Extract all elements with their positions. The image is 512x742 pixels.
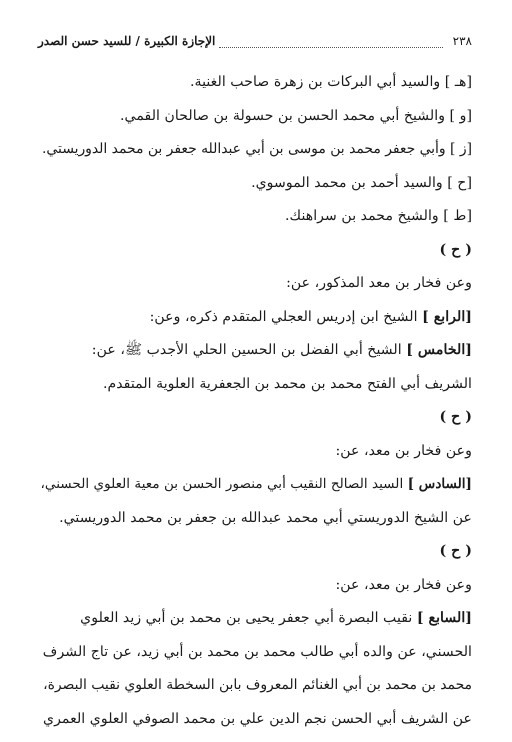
- section-marker-line: [38, 234, 472, 268]
- page-header: [38, 30, 472, 52]
- line-text: وعن فخار بن معد، عن:: [335, 442, 472, 459]
- line-text: نقيب البصرة أبي جعفر يحيى بن محمد بن أبي زيد العلوي: [80, 610, 417, 626]
- text-line: [38, 66, 472, 100]
- line-text: الحسني، عن والده أبي طالب محمد بن محمد بن أبي زيد، عن تاج الشرف: [42, 643, 472, 660]
- line-text: [ح ] والسيد أحمد بن محمد الموسوي.: [251, 174, 472, 191]
- ordinal-label: [الرابع ]: [422, 308, 472, 325]
- text-line: [38, 167, 472, 201]
- text-line: [38, 200, 472, 234]
- text-line: [38, 669, 472, 703]
- text-line: [38, 502, 472, 536]
- line-text: [هـ ] والسيد أبي البركات بن زهرة صاحب الغنية.: [189, 74, 472, 90]
- page-number: ٢٣٨: [452, 34, 472, 48]
- section-marker: ( ح ): [439, 241, 472, 258]
- header-dot-leader: [219, 35, 442, 48]
- section-marker: ( ح ): [439, 543, 472, 559]
- text-line: [38, 100, 472, 134]
- line-text: وعن فخار بن معد المذكور، عن:: [286, 275, 472, 291]
- page-body: [38, 66, 472, 736]
- text-line: [38, 569, 472, 603]
- line-text: وعن فخار بن معد، عن:: [335, 576, 472, 593]
- text-line: [38, 368, 472, 402]
- section-marker-line: [38, 401, 472, 435]
- ordinal-label: [السابع ]: [416, 610, 472, 626]
- text-line: [38, 267, 472, 301]
- line-text: [ز ] وأبي جعفر محمد بن موسى بن أبي عبدالله جعفر بن محمد الدوريستي.: [42, 141, 472, 157]
- line-text: محمد بن محمد بن أبي الغنائم المعروف بابن السخطة العلوي نقيب البصرة،: [43, 677, 472, 693]
- text-line: [38, 636, 472, 670]
- text-line: [38, 703, 472, 737]
- ordinal-label: [الخامس ]: [406, 342, 472, 358]
- line-text: السيد الصالح النقيب أبي منصور الحسن بن معية العلوي الحسني،: [40, 476, 408, 492]
- ordinal-label: [السادس ]: [407, 476, 472, 492]
- line-text: الشريف أبي الفتح محمد بن محمد بن الجعفرية العلوية المتقدم.: [102, 375, 472, 392]
- line-text: [ط ] والشيخ محمد بن سراهنك.: [285, 208, 472, 224]
- text-line: [38, 334, 472, 368]
- text-line: [38, 133, 472, 167]
- line-text: عن الشيخ الدوريستي أبي محمد عبدالله بن جعفر بن محمد الدوريستي.: [59, 509, 472, 526]
- text-line: [38, 435, 472, 469]
- line-text: الشيخ ابن إدريس العجلي المتقدم ذكره، وعن:: [149, 308, 423, 325]
- line-text: الشيخ أبي الفضل بن الحسين الحلي الأجدب ﷺ، عن:: [91, 342, 407, 358]
- section-marker: ( ح ): [439, 409, 472, 425]
- line-text: عن الشريف أبي الحسن نجم الدين علي بن محمد الصوفي العلوي العمري: [43, 710, 472, 727]
- text-line: [38, 602, 472, 636]
- line-text: [و ] والشيخ أبي محمد الحسن بن حسولة بن صالحان القمي.: [120, 107, 472, 124]
- text-line: [38, 301, 472, 335]
- text-line: [38, 468, 472, 502]
- section-marker-line: [38, 535, 472, 569]
- running-title: الإجازة الكبيرة / للسيد حسن الصدر: [38, 34, 216, 48]
